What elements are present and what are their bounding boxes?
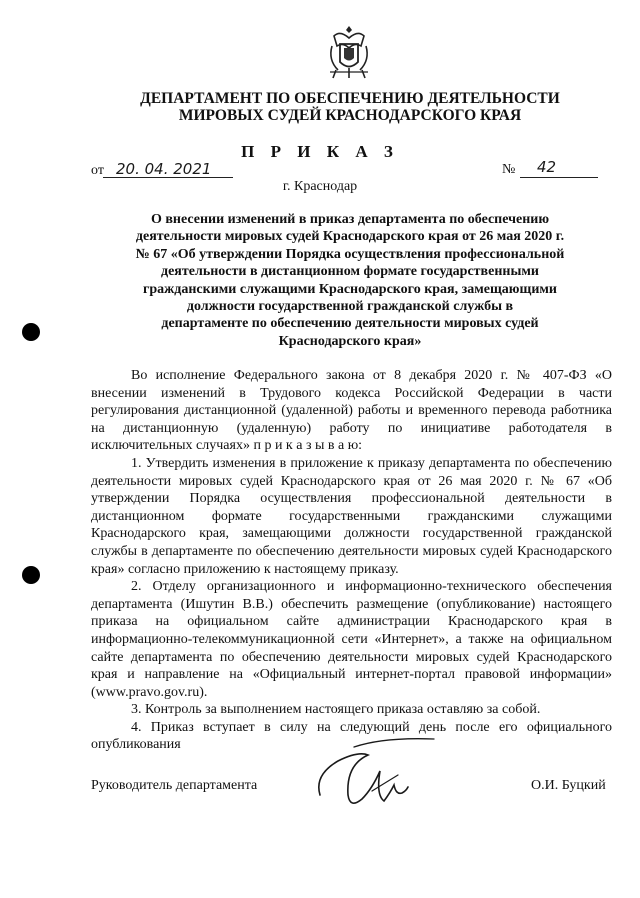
- title-line: № 67 «Об утверждении Порядка осуществления профессиональной: [135, 246, 565, 262]
- handwritten-signature: [312, 733, 442, 813]
- signatory-name: О.И. Буцкий: [531, 778, 606, 793]
- date-label: от: [91, 163, 104, 178]
- number-value: 42: [537, 158, 557, 176]
- document-body: [91, 367, 612, 754]
- title-line: департаменте по обеспечению деятельности мировых судей: [161, 316, 539, 332]
- title-line: Краснодарского края»: [278, 333, 422, 349]
- item-2-paragraph: 2. Отделу организационного и информационно-технического обеспечения департамента (Ишутин В.В.) обеспечить размещение (опубликование) настоящего приказа на официальном сайте администрации Краснодарского края в информационно-телекоммуникационной сети «Интернет», а также на официальном сайте департамента по обеспечению деятельности мировых судей Краснодарского края и направление на «Официальный интернет-портал правовой информации» (www.pravo.gov.ru).: [91, 579, 612, 700]
- title-line: О внесении изменений в приказ департамента по обеспечению: [150, 212, 550, 227]
- department-name-line2: МИРОВЫХ СУДЕЙ КРАСНОДАРСКОГО КРАЯ: [178, 107, 522, 124]
- number-underline: [520, 177, 598, 178]
- department-name: [60, 90, 640, 124]
- city: г. Краснодар: [282, 179, 358, 194]
- title-line: деятельности мировых судей Краснодарского края от 26 мая 2020 г.: [135, 229, 565, 245]
- title-line: деятельности в дистанционном формате государственными: [161, 264, 539, 280]
- coat-of-arms-icon: [326, 24, 372, 80]
- department-name-line1: ДЕПАРТАМЕНТ ПО ОБЕСПЕЧЕНИЮ ДЕЯТЕЛЬНОСТИ: [140, 90, 560, 107]
- document-title: [100, 211, 600, 350]
- title-line: гражданскими служащими Краснодарского края, замещающими: [142, 281, 557, 297]
- preamble-paragraph: Во исполнение Федерального закона от 8 декабря 2020 г. № 407-ФЗ «О внесении изменений в Трудового кодекса Российской Федерации в части регулирования дистанционной (удаленной) работы и временного перевода работника на дистанционную (удаленную) работу по инициативе работодателя в исключительных случаях» п р и к а з ы в а ю:: [91, 368, 612, 454]
- date-value: 20. 04. 2021: [116, 160, 212, 178]
- signatory-position: Руководитель департамента: [91, 778, 258, 793]
- document-type: П Р И К А З: [241, 142, 399, 161]
- title-line: должности государственной гражданской службы в: [186, 299, 514, 315]
- item-4-paragraph: 4. Приказ вступает в силу на следующий день после его официального опубликования: [91, 719, 612, 753]
- item-3-paragraph: 3. Контроль за выполнением настоящего приказа оставляю за собой.: [131, 702, 541, 718]
- number-label: №: [502, 162, 516, 177]
- item-1-paragraph: 1. Утвердить изменения в приложение к приказу департамента по обеспечению деятельности мировых судей Краснодарского края от 26 мая 2020 г. № 67 «Об утверждении Порядка осуществления профессиональной деятельности в дистанционном формате государственными гражданскими служащими Краснодарского края, замещающими должности государственной гражданской службы в департаменте по обеспечению деятельности мировых судей Краснодарского края» согласно приложению к настоящему приказу.: [91, 455, 612, 577]
- punch-hole-top: [22, 323, 40, 341]
- punch-hole-bottom: [22, 566, 40, 584]
